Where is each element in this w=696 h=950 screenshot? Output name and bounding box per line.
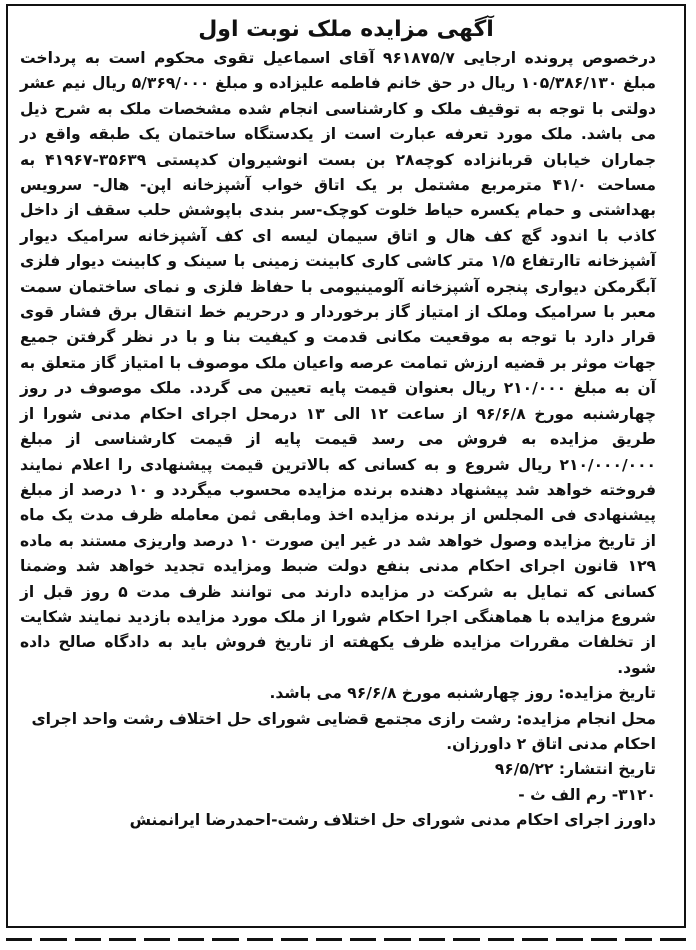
rule-dash [350, 938, 376, 946]
rule-dash [212, 938, 238, 946]
rule-dash [625, 938, 651, 946]
auction-date-line: تاریخ مزایده: روز چهارشنبه مورخ ۹۶/۶/۸ می باشد. [269, 684, 656, 703]
rule-dash [144, 938, 170, 946]
publish-date-line: تاریخ انتشار: ۹۶/۵/۲۲ [494, 760, 656, 779]
rule-dash [316, 938, 342, 946]
rule-dash [247, 938, 273, 946]
reference-line: ۳۱۲۰- رم الف ث - [518, 785, 656, 804]
rule-dash [522, 938, 548, 946]
rule-dash [384, 938, 410, 946]
rule-dash [419, 938, 445, 946]
rule-dash [109, 938, 135, 946]
rule-dash [556, 938, 582, 946]
rule-dash [75, 938, 101, 946]
notice-main-paragraph: درخصوص پرونده ارجایی ۹۶۱۸۷۵/۷ آقای اسماعیل تقوی محکوم است به پرداخت مبلغ ۱۰۵/۳۸۶/۱۳۰ ریال در حق خانم فاطمه علیزاده و مبلغ ۵/۳۶۹/۰۰۰ ریال نیم عشر دولتی با توجه به توقیف ملک و کارشناسی انجام شده مشخصات ملک به شرح ذیل می باشد. ملک مورد تعرفه عبارت است از یکدستگاه ساختمان یک طبقه واقع در جماران خیابان قربانزاده کوچه۲۸ بن بست انوشیروان کدپستی ۳۵۶۳۹-۴۱۹۶۷ به مساحت ۴۱/۰ مترمربع مشتمل بر یک اتاق خواب آشپزخانه اپن- هال- سرویس بهداشتی و حمام یکسره حیاط خلوت کوچک-سر بندی باپوشش حلب سقف از داخل کاذب با اندود گچ کف هال و اتاق سیمان لیسه ای کف آشپزخانه سرامیک دیوار آشپزخانه تاارتفاع ۱/۵ متر کاشی کاری کابینت زمینی با سینک و کابینت دیوار فلزی آبگرمکن دیواری پنجره آشپزخانه آلومینیومی با حفاظ فلزی و نمای ساختمان سمت معبر با سرامیک وملک از امتیاز گاز برخوردار و درحریم خط انتقال برق فشار قوی قرار دارد با توجه به موقعیت مکانی قدمت و کیفیت بنا و با در نظر گرفتن جمیع جهات موثر بر قضیه ارزش تمامت عرصه واعیان ملک موصوف با امتیاز گاز متعلق به آن به مبلغ ۲۱۰/۰۰۰ ریال بعنوان قیمت پایه تعیین می گردد. ملک موصوف در روز چهارشنبه مورخ ۹۶/۶/۸ از ساعت ۱۲ الی ۱۳ درمحل اجرای احکام مدنی شورا از طریق مزایده به فروش می رسد قیمت پایه از قیمت کارشناسی از مبلغ ۲۱۰/۰۰۰/۰۰۰ ریال شروع و به کسانی که بالاترین قیمت پیشنهادی را اعلام نمایند فروخته خواهد شد پیشنهاد دهنده برنده مزایده محسوب میگردد و ۱۰ درصد از مبلغ پیشنهادی فی المجلس از برنده مزایده اخذ ومابقی ثمن معامله ظرف مدت یک ماه از تاریخ مزایده وصول خواهد شد در غیر این صورت ۱۰ درصد واریزی مستند به ماده ۱۲۹ قانون اجرای احکام مدنی بنفع دولت ضبط ومزایده تجدید خواهد شد وضمنا کسانی که تمایل به شرکت در مزایده دارند می توانند ظرف مدت ۵ روز قبل از شروع مزایده با هماهنگی اجرا احکام شورا از ملک مورد مزایده بازدید نمایند شکایت از تخلفات مقررات مزایده ظرف یکهفته از تاریخ فروش باید به دادگاه صالح داده شود. [20, 49, 657, 677]
rule-dash [281, 938, 307, 946]
notice-body [8, 46, 684, 834]
rule-dash [591, 938, 617, 946]
notice-frame [6, 4, 686, 928]
rule-dash [660, 938, 686, 946]
rule-dash [40, 938, 66, 946]
auction-place-line: محل انجام مزایده: رشت رازی مجتمع قضایی شورای حل اختلاف رشت واحد اجرای احکام مدنی اتاق ۲ داورزان. [31, 709, 656, 753]
rule-dash [453, 938, 479, 946]
bottom-dashed-rule [6, 938, 686, 946]
notice-title: آگهی مزایده ملک نوبت اول [198, 17, 494, 42]
rule-dash [178, 938, 204, 946]
rule-dash [6, 938, 32, 946]
rule-dash [488, 938, 514, 946]
signature-line: داورز اجرای احکام مدنی شورای حل اختلاف رشت-احمدرضا ایرانمنش [129, 811, 656, 830]
